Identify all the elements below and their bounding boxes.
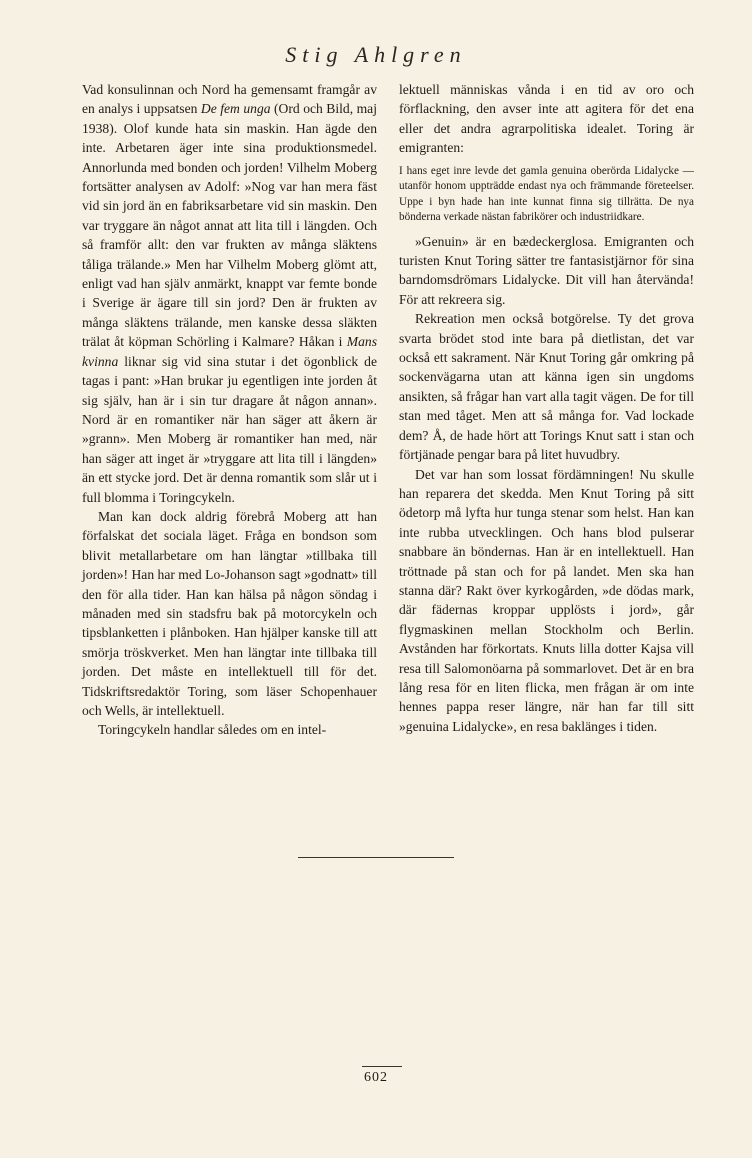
page-number: 602 (364, 1070, 388, 1085)
right-column (399, 80, 694, 736)
left-paragraph-2: Man kan dock aldrig förebrå Moberg att han förfalskat det sociala läget. Fråga en bondson som blivit metallarbetare om han längtar »tillbaka till jorden»! Han har med Lo-Johanson sagt »godnatt» till den för alla tider. Han kan hälsa på någon söndag i månaden med sin stadsfru bak på motorcykeln och tipsblanketten i plånboken. Han hjälper kanske till att smörja tröskverket. Men han längtar inte tillbaka till jorden. Det måste en intellektuell till för det. Tidskriftsredaktör Toring, som läser Schopenhauer och Wells, är intellektuell. (82, 508, 377, 718)
folio-rule (362, 1066, 402, 1067)
left-p1-text-b: (Ord och Bild, maj 1938). Olof kunde hata sin maskin. Han ägde den inte. Arbetaren äger inte sina produktionsmedel. Annorlunda med bonden och jorden! Vilhelm Moberg fortsätter analysen av Adolf: »Nog var han mera fäst vid sin jord än en fabriksarbetare vid sin maskin. Den var tryggare än något annat att lita till i längden. Och så framför allt: den var frukten av många släktens tåliga trälande.» Men har Vilhelm Moberg glömt att, enligt vad han själv anmärkt, knappt var femte bonde i Sverige är ägare till sin jord? Den är frukten av många släktens trälande, men kanske dessa släkten trälat åt köpman Schörling i Kalmare? Håkan i (82, 101, 377, 350)
section-divider (298, 857, 454, 858)
right-paragraph-4: Det var han som lossat fördämningen! Nu skulle han reparera det skedda. Men Knut Toring på sitt ödetorp må lyfta hur tunga stenar som helst. Han kan inte rubba utvecklingen. Och hans blod pulserar snabbare än böndernas. Han är en intellektuell. Han tröttnade på stan och for på landet. Men ska han stanna där? Rakt över kyrkogården, »de dödas mark, där fädernas kroppar upplösts i jord», går flygmaskinen mellan Stockholm och Berlin. Avstånden har förkortats. Knuts lilla dotter Kajsa vill resa till Salomonöarna på sommarlovet. Det är en bra lång resa för en liten flicka, men frågan är om inte hennes pappa reser längre, när han far till sitt »genuina Lidalycke», en resa baklänges i tiden. (399, 466, 694, 734)
right-paragraph-1: lektuell människas vånda i en tid av oro och förflackning, den avser inte att agitera för det ena eller det andra agrarpolitiska idealet. Toring är emigranten: (399, 82, 694, 156)
block-quote: I hans eget inre levde det gamla genuina oberörda Lidalycke — utanför honom uppträdde endast nya och främmande företeelser. Uppe i byn hade han inte kunnat finna sig tillrätta. De nya bönderna verkade nästan fabrikörer och industriidkare. (399, 164, 694, 224)
left-p1-work-title-2: Mans kvinna (82, 334, 377, 369)
left-p1-work-title: De fem unga (200, 101, 271, 117)
running-head: Stig Ahlgren (285, 42, 467, 67)
right-paragraph-3: Rekreation men också botgörelse. Ty det grova svarta brödet stod inte bara på dietlistan, det var också ett sakrament. När Knut Toring går omkring på sockenvägarna utan att känna igen sin ungdoms ansikten, så frågar han vart alla tagit vägen. De for till stan med tåget. Men att så många for. Vad lockade dem? Å, de hade hört att Torings Knut satt i stan och förtjänade pengar bara på litet huvudbry. (399, 311, 694, 463)
left-column (82, 80, 377, 740)
left-p1-text-a: Vad konsulinnan och Nord ha gemensamt framgår av en analys i uppsatsen (82, 82, 377, 117)
left-p1-text-c: liknar sig vid sina stutar i det ögonblick de tagas i pant: »Han brukar ju egentligen inte jorden åt sig själv, han är i sin tur dragare åt någon annan». Nord är en romantiker när han säger att åkern är »grann». Men Moberg är romantiker han med, när han säger att inget är »tryggare att lita till i längden» än ett stycke jord. Det är denna romantik som slår ut i full blomma i Toringcykeln. (82, 353, 377, 505)
right-paragraph-2: »Genuin» är en bædeckerglosa. Emigranten och turisten Knut Toring sätter tre fantasistjärnor för sina barndomsdrömars Lidalycke. Dit vill han återvända! För att rekreera sig. (399, 233, 694, 307)
left-paragraph-3: Toringcykeln handlar således om en intel- (98, 722, 327, 738)
left-paragraph-1 (82, 80, 377, 507)
